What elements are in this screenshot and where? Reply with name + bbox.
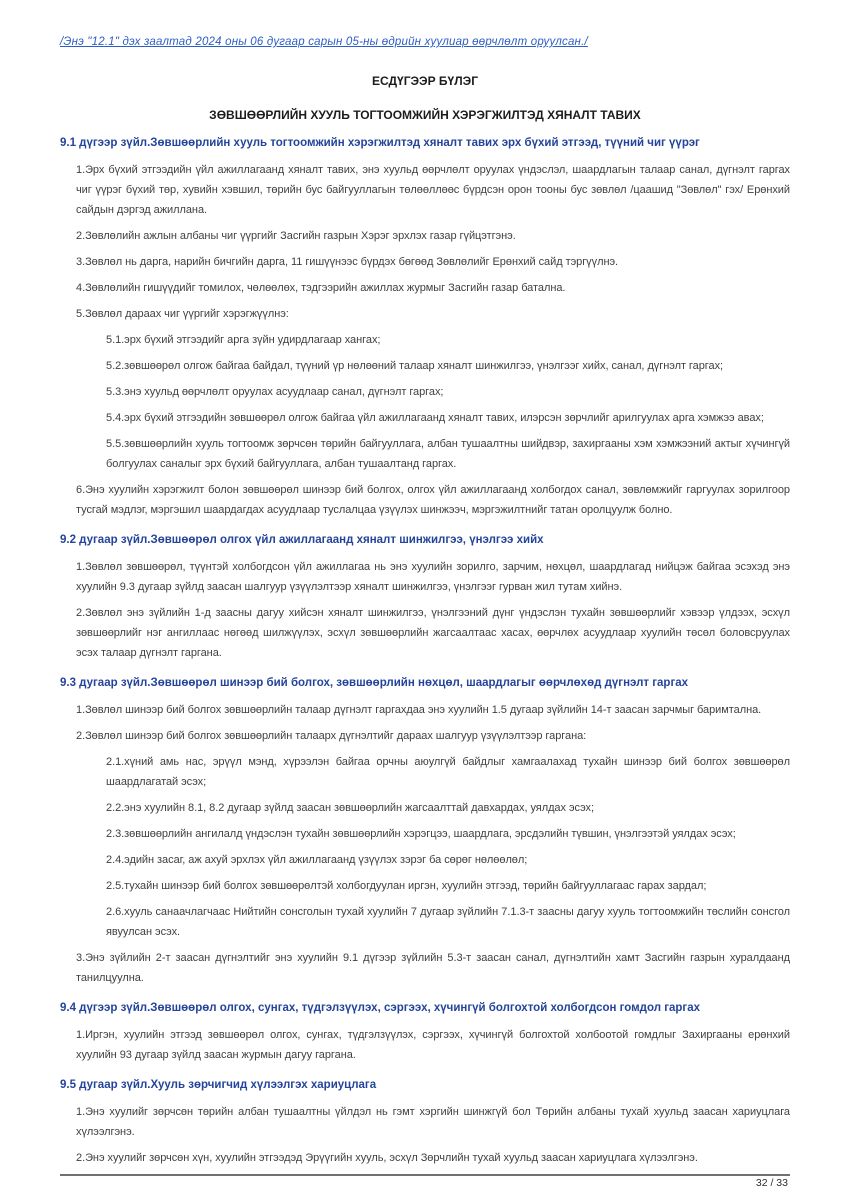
article-paragraph: 2.2.энэ хуулийн 8.1, 8.2 дугаар зүйлд заасан зөвшөөрлийн жагсаалттай давхардах, уялдах эсэх;	[106, 802, 594, 814]
article-paragraph: 3.Энэ зүйлийн 2-т заасан дүгнэлтийг энэ хуулийн 9.1 дүгээр зүйлийн 5.3-т заасан санал, дүгнэлтийн хамт Засгийн газрын хуралдаанд танилцуулна.	[76, 952, 790, 984]
article-paragraph: 2.Зөвлөл энэ зүйлийн 1-д заасны дагуу хийсэн хяналт шинжилгээ, үнэлгээний дүнг үндэслэн тухайн зөвшөөрлийг хэвээр үлдээх, эсхүл зөвшөөрлийг нэг ангиллаас нөгөөд шилжүүлэх, эсхүл зөвшөөрлийн жагсаалтаас хасах, өөрчлөх асуудлаар хуулийн төсөл боловсруулах эсэх талаар дүгнэлт гаргана.	[76, 607, 790, 659]
article-paragraph: 1.Зөвлөл шинээр бий болгох зөвшөөрлийн талаар дүгнэлт гаргахдаа энэ хуулийн 1.5 дугаар зүйлийн 14-т заасан зарчмыг баримтална.	[76, 704, 762, 716]
article-paragraph: 2.3.зөвшөөрлийн ангилалд үндэслэн тухайн зөвшөөрлийн хэрэгцээ, шаардлага, эрсдэлийн түвшин, үнэлгээтэй уялдах эсэх;	[106, 828, 736, 840]
article-paragraph: 2.4.эдийн засаг, аж ахуй эрхлэх үйл ажиллагаанд үзүүлэх зэрэг ба сөрөг нөлөөлөл;	[106, 854, 528, 866]
article-paragraph: 2.5.тухайн шинээр бий болгох зөвшөөрөлтэй холбогдуулан иргэн, хуулийн этгээд, төрийн байгууллагаас гарах зардал;	[106, 880, 707, 892]
article-paragraph: 4.Зөвлөлийн гишүүдийг томилох, чөлөөлөх, тэдгээрийн ажиллах журмыг Засгийн газар батална.	[76, 282, 566, 294]
article-heading: 9.4 дүгээр зүйл.Зөвшөөрөл олгох, сунгах, түдгэлзүүлэх, сэргээх, хүчингүй болгохтой холбогдсон гомдол гаргах	[60, 1002, 701, 1014]
chapter-subtitle: ЗӨВШӨӨРЛИЙН ХУУЛЬ ТОГТООМЖИЙН ХЭРЭГЖИЛТЭД ХЯНАЛТ ТАВИХ	[209, 108, 641, 122]
page-number: 32 / 33	[755, 1177, 788, 1189]
article-section	[60, 1078, 790, 1168]
article-paragraph: 2.Энэ хуулийг зөрчсөн хүн, хуулийн этгээдэд Эрүүгийн хууль, эсхүл Зөрчлийн тухай хуульд заасан хариуцлага хүлээлгэнэ.	[76, 1152, 698, 1164]
page-footer	[60, 1174, 790, 1189]
article-paragraph: 5.Зөвлөл дараах чиг үүргийг хэрэгжүүлнэ:	[76, 308, 289, 320]
article-heading: 9.1 дүгээр зүйл.Зөвшөөрлийн хууль тогтоомжийн хэрэгжилтэд хяналт тавих эрх бүхий этгээд, түүний чиг үүрэг	[60, 137, 700, 149]
amendment-note-link[interactable]: /Энэ "12.1" дэх заалтад 2024 оны 06 дугаар сарын 05-ны өдрийн хуулиар өөрчлөлт оруулсан./	[60, 36, 588, 48]
article-paragraph: 5.5.зөвшөөрлийн хууль тогтоомж зөрчсөн төрийн байгууллага, албан тушаалтны шийдвэр, захиргааны хэм хэмжээний актыг хүчингүй болгуулах саналыг эрх бүхий байгууллага, албан тушаалтанд гаргах.	[106, 438, 790, 470]
article-paragraph: 2.6.хууль санаачлагчаас Нийтийн сонсголын тухай хуулийн 7 дугаар зүйлийн 7.1.3-т заасны дагуу хууль тогтоомжийн төслийн сонсгол явуулсан эсэх.	[106, 906, 790, 938]
article-heading: 9.3 дугаар зүйл.Зөвшөөрөл шинээр бий болгох, зөвшөөрлийн нөхцөл, шаардлагыг өөрчлөхөд дүгнэлт гаргах	[60, 677, 689, 689]
article-paragraph: 2.Зөвлөл шинээр бий болгох зөвшөөрлийн талаарх дүгнэлтийг дараах шалгуур үзүүлэлтээр гаргана:	[76, 730, 587, 742]
articles-container	[60, 136, 790, 1168]
article-section	[60, 136, 790, 520]
article-section	[60, 1001, 790, 1065]
article-paragraph: 5.3.энэ хуульд өөрчлөлт оруулах асуудлаар санал, дүгнэлт гаргах;	[106, 386, 444, 398]
article-paragraph: 5.2.зөвшөөрөл олгож байгаа байдал, түүний үр нөлөөний талаар хяналт шинжилгээ, үнэлгээг хийх, санал, дүгнэлт гаргах;	[106, 360, 724, 372]
article-paragraph: 6.Энэ хуулийн хэрэгжилт болон зөвшөөрөл шинээр бий болгох, олгох үйл ажиллагаанд холбогдох санал, зөвлөмжийг гаргуулах зорилгоор тусгай мэдлэг, мэргэшил шаардагдах асуудлаар туслалцаа үзүүлэх шинжээч, мэргэжилтнийг татан оролцуулж болно.	[76, 484, 790, 516]
article-paragraph: 3.Зөвлөл нь дарга, нарийн бичгийн дарга, 11 гишүүнээс бүрдэх бөгөөд Зөвлөлийг Ерөнхий сайд тэргүүлнэ.	[76, 256, 619, 268]
footer-divider	[60, 1174, 790, 1176]
article-section	[60, 533, 790, 663]
article-paragraph: 2.Зөвлөлийн ажлын албаны чиг үүргийг Засгийн газрын Хэрэг эрхлэх газар гүйцэтгэнэ.	[76, 230, 516, 242]
article-paragraph: 1.Иргэн, хуулийн этгээд зөвшөөрөл олгох, сунгах, түдгэлзүүлэх, сэргээх, хүчингүй болгохтой холбоотой гомдлыг Захиргааны ерөнхий хуулийн 93 дугаар зүйлд заасан журмын дагуу гаргана.	[76, 1029, 790, 1061]
article-heading: 9.2 дугаар зүйл.Зөвшөөрөл олгох үйл ажиллагаанд хяналт шинжилгээ, үнэлгээ хийх	[60, 534, 544, 546]
article-paragraph: 5.4.эрх бүхий этгээдийн зөвшөөрөл олгож байгаа үйл ажиллагаанд хяналт тавих, илэрсэн зөрчлийг арилгуулах арга хэмжээ авах;	[106, 412, 764, 424]
article-paragraph: 2.1.хүний амь нас, эрүүл мэнд, хүрээлэн байгаа орчны аюулгүй байдлыг хамгаалахад тухайн шинээр бий болгох зөвшөөрөл шаардлагатай эсэх;	[106, 756, 790, 788]
article-section	[60, 676, 790, 988]
article-paragraph: 1.Эрх бүхий этгээдийн үйл ажиллагаанд хяналт тавих, энэ хуульд өөрчлөлт оруулах үндэслэл, шаардлагын талаар санал, дүгнэлт гаргах чиг үүрэг бүхий төр, хувийн хэвшил, төрийн бус байгууллагын төлөөллөөс бүрдсэн орон тооны бус зөвлөл /цаашид "Зөвлөл" гэх/ Ерөнхий сайдын дэргэд ажиллана.	[76, 164, 790, 216]
article-heading: 9.5 дугаар зүйл.Хууль зөрчигчид хүлээлгэх хариуцлага	[60, 1079, 377, 1091]
chapter-title: ЕСДҮГЭЭР БҮЛЭГ	[371, 74, 478, 88]
article-paragraph: 5.1.эрх бүхий этгээдийг арга зүйн удирдлагаар хангах;	[106, 334, 381, 346]
article-paragraph: 1.Энэ хуулийг зөрчсөн төрийн албан тушаалтны үйлдэл нь гэмт хэргийн шинжгүй бол Төрийн албаны тухай хуульд заасан хариуцлага хүлээлгэнэ.	[76, 1106, 790, 1138]
article-paragraph: 1.Зөвлөл зөвшөөрөл, түүнтэй холбогдсон үйл ажиллагаа нь энэ хуулийн зорилго, зарчим, нөхцөл, шаардлагад нийцэж байгаа эсэхэд энэ хуулийн 9.3 дугаар зүйлд заасан шалгуур үзүүлэлтээр хяналт шинжилгээ, үнэлгээг гурван жил тутам хийнэ.	[76, 561, 790, 593]
